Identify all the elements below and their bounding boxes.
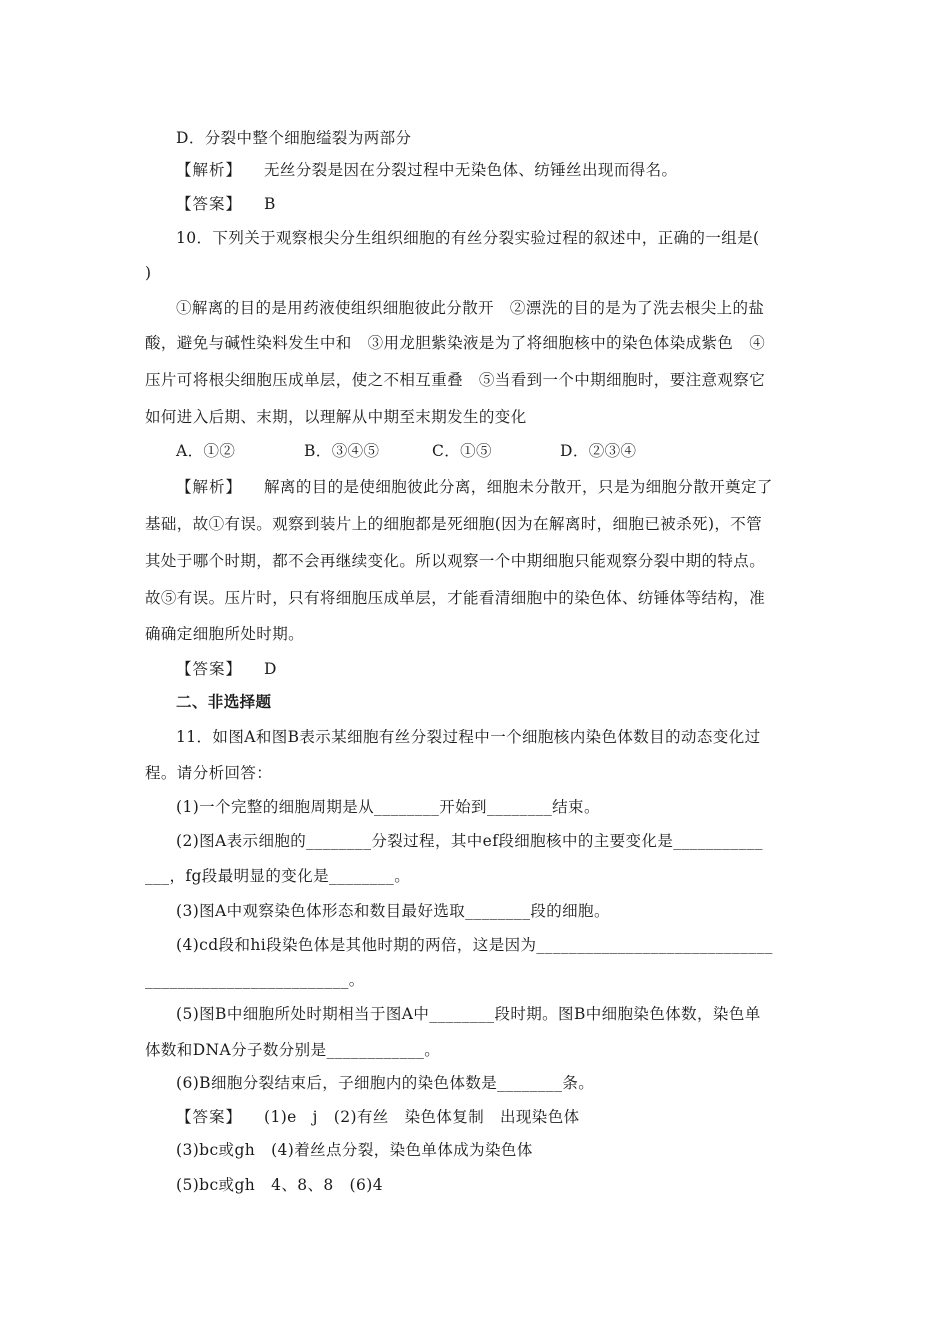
q11-sub3: (3)图A中观察染色体形态和数目最好选取________段的细胞。 xyxy=(176,902,610,920)
q10-stem-line1: 10．下列关于观察根尖分生组织细胞的有丝分裂实验过程的叙述中，正确的一组是( xyxy=(176,229,760,247)
q11-answer xyxy=(176,1107,810,1127)
q10-stem-line2: ) xyxy=(145,264,152,282)
q11-answer-line3: (5)bc或gh 4、8、8 (6)4 xyxy=(176,1176,383,1194)
analysis-text: 解离的目的是使细胞彼此分离，细胞未分散开，只是为细胞分散开奠定了 xyxy=(264,478,773,496)
q11-stem-line1: 11．如图A和图B表示某细胞有丝分裂过程中一个细胞核内染色体数目的动态变化过 xyxy=(176,728,761,746)
answer-tag: 【答案】 xyxy=(176,195,243,213)
answer-text: B xyxy=(264,195,276,213)
q10-answer xyxy=(176,659,810,679)
q9-analysis xyxy=(176,160,810,180)
option-b: B．③④⑤ xyxy=(304,442,380,460)
section-heading: 二、非选择题 xyxy=(176,692,272,711)
q10-items-line3: 压片可将根尖细胞压成单层，使之不相互重叠 ⑤当看到一个中期细胞时，要注意观察它 xyxy=(145,371,766,389)
q10-analysis-line4: 故⑤有误。压片时，只有将细胞压成单层，才能看清细胞中的染色体、纺锤体等结构，准 xyxy=(145,589,766,607)
q10-analysis-line5: 确确定细胞所处时期。 xyxy=(145,625,305,643)
analysis-tag: 【解析】 xyxy=(176,161,243,179)
q11-sub2-line2: ___，fg段最明显的变化是________。 xyxy=(145,867,411,885)
q11-sub6: (6)B细胞分裂结束后，子细胞内的染色体数是________条。 xyxy=(176,1074,595,1092)
q11-sub1: (1)一个完整的细胞周期是从________开始到________结束。 xyxy=(176,798,600,816)
answer-tag: 【答案】 xyxy=(176,1108,243,1126)
q10-options xyxy=(176,441,810,461)
option-c: C．①⑤ xyxy=(432,442,492,460)
q10-analysis xyxy=(176,477,810,497)
q11-stem-line2: 程。请分析回答： xyxy=(145,764,273,782)
q11-sub5-line1: (5)图B中细胞所处时期相当于图A中________段时期。图B中细胞染色体数，染色单 xyxy=(176,1005,761,1023)
q11-answer-line2: (3)bc或gh (4)着丝点分裂，染色单体成为染色体 xyxy=(176,1141,533,1159)
q10-analysis-line2: 基础，故①有误。观察到装片上的细胞都是死细胞(因为在解离时，细胞已被杀死)，不管 xyxy=(145,515,763,533)
analysis-tag: 【解析】 xyxy=(176,478,243,496)
q10-items-line4: 如何进入后期、末期，以理解从中期至末期发生的变化 xyxy=(145,408,527,426)
q11-sub4-line1: (4)cd段和hi段染色体是其他时期的两倍，这是因为_____________________________ xyxy=(176,936,773,954)
answer-tag: 【答案】 xyxy=(176,660,243,678)
q10-analysis-line3: 其处于哪个时期，都不会再继续变化。所以观察一个中期细胞只能观察分裂中期的特点。 xyxy=(145,552,766,570)
q10-items-line1: ①解离的目的是用药液使组织细胞彼此分散开 ②漂洗的目的是为了洗去根尖上的盐 xyxy=(176,299,765,317)
q9-option-d: D．分裂中整个细胞缢裂为两部分 xyxy=(176,129,412,147)
q11-sub4-line2: _________________________。 xyxy=(145,971,365,989)
answer-text: D xyxy=(264,660,277,678)
q11-sub5-line2: 体数和DNA分子数分别是____________。 xyxy=(145,1041,441,1059)
q9-answer xyxy=(176,194,810,214)
option-d: D．②③④ xyxy=(560,442,637,460)
q11-sub2-line1: (2)图A表示细胞的________分裂过程，其中ef段细胞核中的主要变化是___________ xyxy=(176,832,763,850)
option-a: A．①② xyxy=(176,442,236,460)
analysis-text: 无丝分裂是因在分裂过程中无染色体、纺锤丝出现而得名。 xyxy=(264,161,678,179)
answer-text: (1)e j (2)有丝 染色体复制 出现染色体 xyxy=(264,1108,580,1126)
q10-items-line2: 酸，避免与碱性染料发生中和 ③用龙胆紫染液是为了将细胞核中的染色体染成紫色 ④ xyxy=(145,334,766,352)
